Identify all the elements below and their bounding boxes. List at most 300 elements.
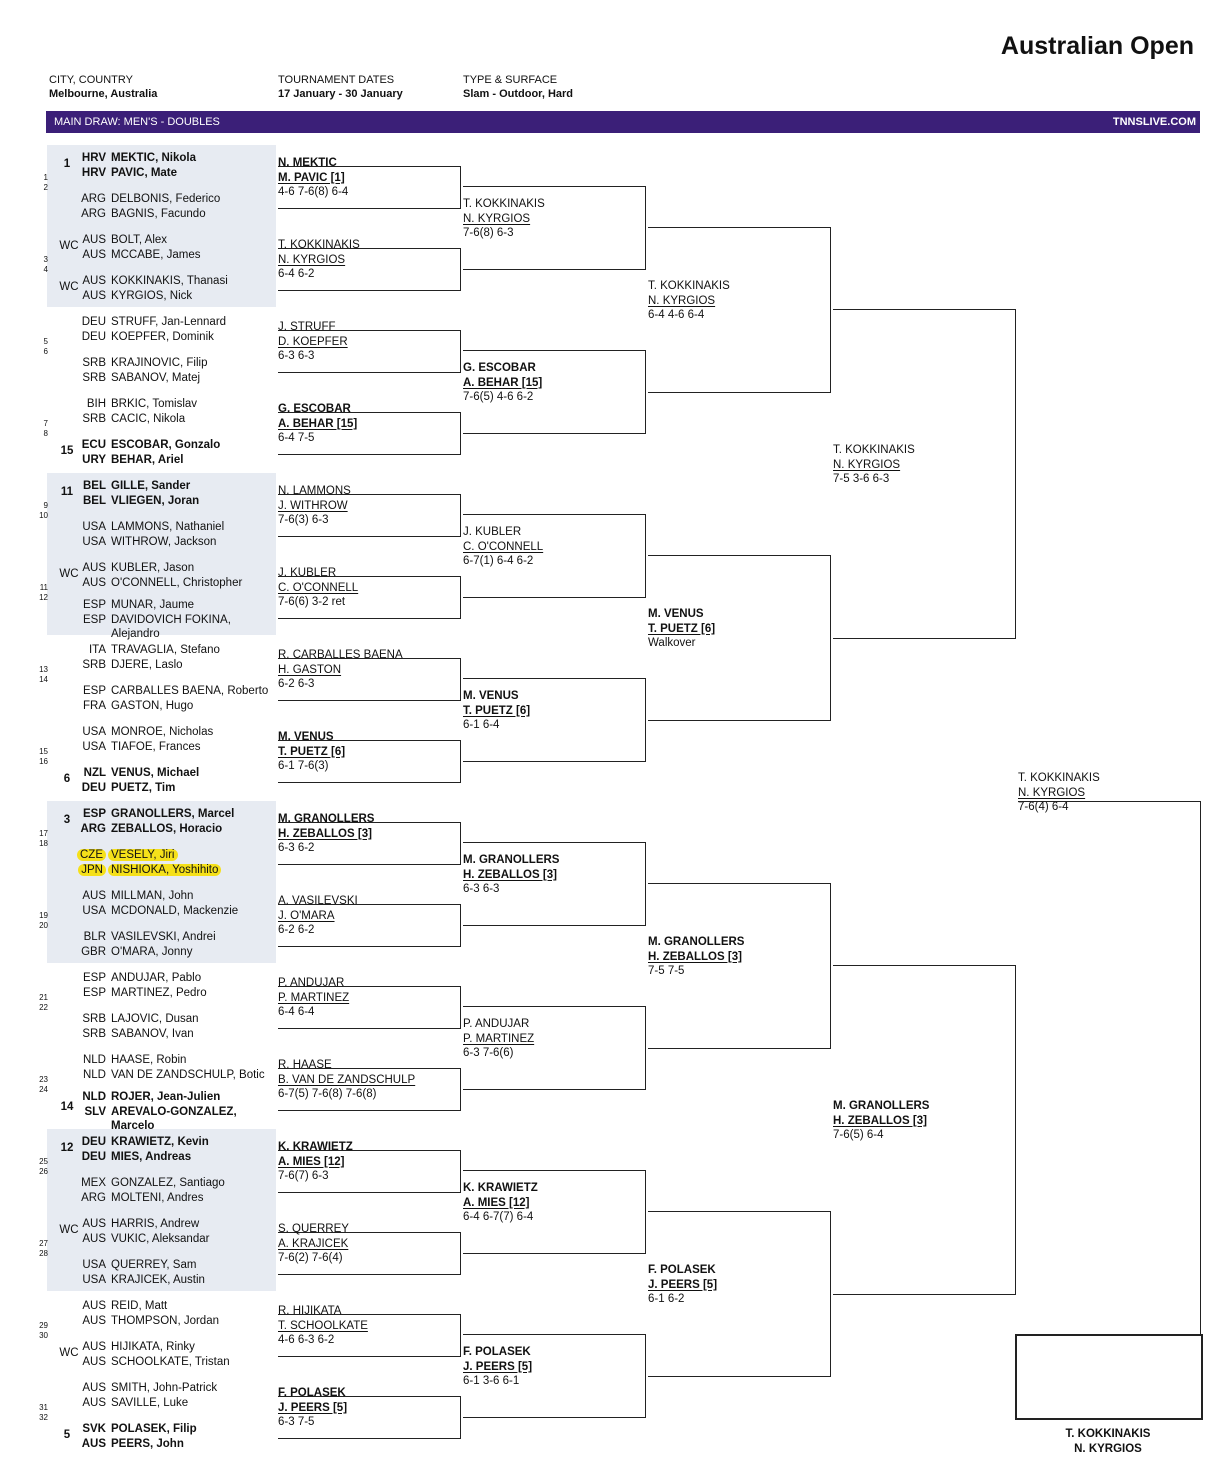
- player-name: [111, 1232, 209, 1247]
- player-name: [111, 1191, 203, 1206]
- country-code: AUS: [82, 1232, 106, 1245]
- winner-player-1: T. KOKKINAKIS: [1018, 772, 1100, 784]
- player-name: [111, 1053, 186, 1068]
- winner-player-1: M. GRANOLLERS: [833, 1100, 930, 1112]
- player-country: [80, 1191, 106, 1206]
- country-code: SRB: [82, 357, 106, 369]
- player-name: [111, 166, 177, 181]
- player-name-text: KOKKINAKIS, Thanasi: [111, 275, 228, 287]
- player-name-text: THOMPSON, Jordan: [111, 1314, 219, 1327]
- country-code: ESP: [82, 986, 106, 999]
- draw-position: 11: [39, 583, 48, 592]
- city-info: [49, 73, 157, 101]
- country-code: HRV: [81, 166, 106, 179]
- match-score: 6-2 6-3: [278, 678, 315, 690]
- player-country: [80, 848, 106, 863]
- winner-player-2: A. BEHAR [15]: [278, 417, 358, 430]
- player-name: [111, 371, 200, 386]
- draw-position: 27: [39, 1239, 48, 1248]
- player-name-text: KUBLER, Jason: [111, 562, 195, 574]
- player-name: [111, 1090, 220, 1105]
- player-name-text: MARTINEZ, Pedro: [111, 986, 207, 999]
- player-country: [80, 971, 106, 986]
- match-result: [278, 320, 348, 364]
- country-code: ARG: [81, 193, 106, 205]
- player-country: [80, 930, 106, 945]
- player-name: [111, 1150, 191, 1165]
- winner-player-2: T. PUETZ [6]: [278, 745, 346, 758]
- player-country: [80, 315, 106, 330]
- final-underline: [1018, 801, 1200, 802]
- match-result: [463, 1345, 532, 1389]
- draw-position: 1: [43, 173, 48, 182]
- draw-position: 7: [43, 419, 48, 428]
- match-score: 4-6 6-3 6-2: [278, 1334, 335, 1346]
- player-country: [80, 561, 106, 576]
- match-result: [278, 1140, 353, 1184]
- player-name: [111, 1340, 195, 1355]
- player-name-text: VLIEGEN, Joran: [111, 494, 200, 507]
- player-country: [80, 781, 106, 796]
- country-code: USA: [82, 1273, 106, 1286]
- country-code: AUS: [82, 289, 106, 302]
- country-code: AUS: [82, 248, 106, 261]
- player-name: [111, 315, 226, 330]
- winner-player-2: N. KYRGIOS: [1018, 786, 1086, 799]
- player-name-text: TIAFOE, Frances: [111, 740, 201, 753]
- player-name: [111, 274, 228, 289]
- winner-player-1: F. POLASEK: [648, 1264, 716, 1276]
- winner-player-2: N. KYRGIOS: [648, 294, 716, 307]
- match-result: [278, 402, 357, 446]
- draw-position: 17: [39, 829, 48, 838]
- player-country: [80, 1176, 106, 1191]
- player-name: [111, 1355, 230, 1370]
- country-code: DEU: [81, 1136, 106, 1148]
- country-code: USA: [82, 726, 106, 738]
- player-name-text: GRANOLLERS, Marcel: [111, 808, 235, 820]
- match-score: 6-3 7-5: [278, 1416, 315, 1428]
- winner-player-1: K. KRAWIETZ: [278, 1141, 353, 1153]
- winner-player-2: N. KYRGIOS: [278, 253, 346, 266]
- country-code: SRB: [82, 658, 106, 671]
- player-name-text: SABANOV, Ivan: [111, 1027, 194, 1040]
- winner-player-2: T. PUETZ [6]: [463, 704, 531, 717]
- country-code: NLD: [82, 1054, 106, 1066]
- player-name-text: TRAVAGLIA, Stefano: [111, 644, 220, 656]
- player-name: [111, 151, 196, 166]
- draw-position: 6: [43, 347, 48, 356]
- country-code: AUS: [82, 1314, 106, 1327]
- dates-label: TOURNAMENT DATES: [278, 74, 395, 86]
- country-code: ESP: [82, 808, 106, 820]
- match-score: 6-7(5) 7-6(8) 7-6(8): [278, 1088, 377, 1100]
- player-name-text: ROJER, Jean-Julien: [111, 1091, 221, 1103]
- seed-number: 14: [60, 1101, 74, 1113]
- match-score: 6-1 6-2: [648, 1293, 685, 1305]
- winner-player-2: H. ZEBALLOS [3]: [648, 950, 742, 963]
- winner-player-2: A. BEHAR [15]: [463, 376, 543, 389]
- player-name: [111, 1437, 184, 1452]
- country-code: SLV: [84, 1105, 106, 1118]
- country-code: AUS: [81, 1437, 106, 1450]
- player-name: [111, 1396, 188, 1411]
- country-code: DEU: [81, 781, 106, 794]
- match-score: 6-1 7-6(3): [278, 760, 329, 772]
- player-name-text: MONROE, Nicholas: [111, 726, 214, 738]
- match-result: [278, 1058, 415, 1102]
- country-code: USA: [82, 521, 106, 533]
- player-country: [80, 1340, 106, 1355]
- player-name: [111, 535, 216, 550]
- player-name-text: DAVIDOVICH FOKINA, Alejandro: [111, 613, 231, 640]
- match-score: 6-4 6-2: [278, 268, 315, 280]
- player-country: [80, 166, 106, 181]
- winner-player-1: N. LAMMONS: [278, 485, 351, 497]
- match-result: [278, 1386, 347, 1430]
- winner-player-1: J. KUBLER: [463, 526, 522, 538]
- seed-number: 1: [63, 158, 71, 170]
- player-name: [111, 1105, 261, 1134]
- match-score: 6-3 6-2: [278, 842, 315, 854]
- player-name-text: CARBALLES BAENA, Roberto: [111, 685, 269, 697]
- player-name-text: PAVIC, Mate: [111, 166, 178, 179]
- player-country: [80, 520, 106, 535]
- player-country: [80, 479, 106, 494]
- player-name: [111, 494, 199, 509]
- country-code: URY: [82, 453, 106, 466]
- player-country: [80, 1135, 106, 1150]
- player-name: [111, 412, 185, 427]
- player-country: [80, 248, 106, 263]
- draw-position: 24: [39, 1085, 48, 1094]
- match-result: [463, 853, 559, 897]
- player-name-text: KYRGIOS, Nick: [111, 289, 193, 302]
- player-name: [111, 945, 192, 960]
- draw-position: 28: [39, 1249, 48, 1258]
- winner-player-1: J. KUBLER: [278, 567, 337, 579]
- player-name-text: GILLE, Sander: [111, 480, 191, 492]
- draw-position: 21: [39, 993, 48, 1002]
- winner-player-2: J. PEERS [5]: [278, 1401, 348, 1414]
- player-country: [80, 412, 106, 427]
- country-code: AUS: [82, 1218, 106, 1230]
- draw-position: 30: [39, 1331, 48, 1340]
- player-country: [80, 1314, 106, 1329]
- player-country: [80, 766, 106, 781]
- match-score: 6-3 6-3: [278, 350, 315, 362]
- winner-player-1: P. ANDUJAR: [278, 977, 345, 989]
- match-result: [278, 894, 358, 938]
- player-name-text: PEERS, John: [111, 1437, 184, 1450]
- player-country: [80, 576, 106, 591]
- draw-position: 16: [39, 757, 48, 766]
- match-result: [648, 279, 730, 323]
- player-country: [80, 904, 106, 919]
- draw-position: 9: [43, 501, 48, 510]
- player-name-text: SAVILLE, Luke: [111, 1396, 189, 1409]
- country-code: MEX: [81, 1177, 106, 1189]
- country-code: SRB: [82, 1013, 106, 1025]
- player-name: [111, 1381, 217, 1396]
- match-score: 6-4 7-5: [278, 432, 315, 444]
- player-name: [111, 1176, 225, 1191]
- match-score: 7-6(7) 6-3: [278, 1170, 329, 1182]
- draw-position: 20: [39, 921, 48, 930]
- country-code: NLD: [82, 1068, 106, 1081]
- country-code: SRB: [82, 412, 106, 425]
- player-name: [111, 699, 193, 714]
- player-name-text: O'CONNELL, Christopher: [111, 576, 243, 589]
- player-name: [111, 930, 216, 945]
- player-country: [80, 1217, 106, 1232]
- match-score: 6-3 6-3: [463, 883, 500, 895]
- winner-player-1: J. STRUFF: [278, 321, 336, 333]
- winner-player-2: N. KYRGIOS: [833, 458, 901, 471]
- player-name-text: MIES, Andreas: [111, 1150, 192, 1163]
- player-name: [111, 613, 261, 642]
- match-result: [648, 607, 715, 651]
- match-score: 6-4 6-4: [278, 1006, 315, 1018]
- winner-player-1: M. VENUS: [463, 690, 519, 702]
- country-code: USA: [82, 740, 106, 753]
- player-name-text: WITHROW, Jackson: [111, 535, 217, 548]
- player-name: [111, 1068, 265, 1083]
- player-name-text: BOLT, Alex: [111, 234, 168, 246]
- player-name: [111, 576, 242, 591]
- player-country: [80, 1437, 106, 1452]
- player-name-text: ANDUJAR, Pablo: [111, 972, 202, 984]
- player-name: [111, 438, 220, 453]
- winner-player-2: B. VAN DE ZANDSCHULP: [278, 1073, 416, 1086]
- player-name: [111, 971, 201, 986]
- player-name-text: KRAWIETZ, Kevin: [111, 1136, 209, 1148]
- winner-player-2: T. PUETZ [6]: [648, 622, 716, 635]
- country-code: BLR: [83, 931, 106, 943]
- player-country: [80, 1396, 106, 1411]
- winner-player-2: H. GASTON: [278, 663, 342, 676]
- player-country: [80, 725, 106, 740]
- winner-player-1: F. POLASEK: [278, 1387, 346, 1399]
- player-name: [111, 248, 200, 263]
- player-country: [80, 945, 106, 960]
- player-name-text: CACIC, Nikola: [111, 412, 186, 425]
- winner-player-2: H. ZEBALLOS [3]: [278, 827, 372, 840]
- player-country: [80, 822, 106, 837]
- player-name-text: ZEBALLOS, Horacio: [111, 822, 223, 835]
- match-result: [648, 935, 744, 979]
- seed-number: 5: [63, 1429, 71, 1441]
- player-country: [80, 397, 106, 412]
- winner-player-1: T. KOKKINAKIS: [463, 198, 545, 210]
- country-code: ESP: [82, 972, 106, 984]
- winner-player-1: N. MEKTIC: [278, 157, 337, 169]
- player-name: [111, 1273, 205, 1288]
- country-code: AUS: [82, 576, 106, 589]
- country-code: BEL: [83, 480, 106, 492]
- winner-player-2: T. SCHOOLKATE: [278, 1319, 368, 1332]
- winner-player-2: J. O'MARA: [278, 909, 335, 922]
- draw-position: 5: [43, 337, 48, 346]
- final-line: [1200, 801, 1201, 1334]
- draw-position: 15: [39, 747, 48, 756]
- seed-number: 3: [63, 814, 71, 826]
- draw-position: 3: [43, 255, 48, 264]
- winner-player-1: M. GRANOLLERS: [648, 936, 745, 948]
- country-code: AUS: [82, 234, 106, 246]
- country-code: BIH: [86, 398, 106, 410]
- player-name-text: DJERE, Laslo: [111, 658, 183, 671]
- player-name: [111, 684, 268, 699]
- country-code: AUS: [82, 1396, 106, 1409]
- champion-player-1: T. KOKKINAKIS: [1065, 1428, 1151, 1440]
- player-name: [111, 356, 208, 371]
- match-result: [278, 1222, 349, 1266]
- player-name-text: VUKIC, Aleksandar: [111, 1232, 210, 1245]
- winner-player-2: M. PAVIC [1]: [278, 171, 345, 184]
- player-name: [111, 1135, 209, 1150]
- player-name-text: MUNAR, Jaume: [111, 599, 195, 611]
- player-name-text: LAMMONS, Nathaniel: [111, 521, 225, 533]
- winner-player-2: C. O'CONNELL: [278, 581, 359, 594]
- player-name: [111, 781, 175, 796]
- player-name: [111, 453, 183, 468]
- player-name-text: KRAJICEK, Austin: [111, 1273, 205, 1286]
- player-country: [80, 1422, 106, 1437]
- winner-player-1: M. VENUS: [648, 608, 704, 620]
- dates-value: 17 January - 30 January: [278, 88, 403, 100]
- player-country: [80, 1068, 106, 1083]
- match-result: [278, 1304, 368, 1348]
- country-code: FRA: [83, 699, 106, 712]
- draw-position: 22: [39, 1003, 48, 1012]
- match-score: 6-4 6-7(7) 6-4: [463, 1211, 534, 1223]
- draw-position: 19: [39, 911, 48, 920]
- player-name: [111, 598, 194, 613]
- match-score: 7-6(4) 6-4: [1018, 801, 1069, 813]
- player-name: [111, 207, 206, 222]
- winner-player-2: J. WITHROW: [278, 499, 348, 512]
- country-code: HRV: [81, 152, 106, 164]
- country-code: SRB: [82, 371, 106, 384]
- country-code: DEU: [81, 316, 106, 328]
- player-country: [80, 192, 106, 207]
- winner-player-1: M. VENUS: [278, 731, 334, 743]
- player-country: [80, 233, 106, 248]
- country-code: DEU: [81, 1150, 106, 1163]
- player-country: [80, 643, 106, 658]
- player-country: [80, 207, 106, 222]
- winner-player-1: R. HAASE: [278, 1059, 332, 1071]
- site-link[interactable]: TNNSLIVE.COM: [1112, 116, 1196, 128]
- player-country: [80, 356, 106, 371]
- player-country: [80, 1027, 106, 1042]
- player-name: [111, 904, 238, 919]
- type-label: TYPE & SURFACE: [463, 74, 558, 86]
- player-name-text: SMITH, John-Patrick: [111, 1382, 218, 1394]
- player-name-text: SCHOOLKATE, Tristan: [111, 1355, 230, 1368]
- player-country: [80, 658, 106, 673]
- match-score: 7-6(8) 6-3: [463, 227, 514, 239]
- country-code: BEL: [83, 494, 106, 507]
- city-label: CITY, COUNTRY: [49, 74, 133, 86]
- match-score: 6-4 4-6 6-4: [648, 309, 705, 321]
- winner-player-1: M. GRANOLLERS: [278, 813, 375, 825]
- player-name-text: HARRIS, Andrew: [111, 1218, 200, 1230]
- player-name-text: KOEPFER, Dominik: [111, 330, 214, 343]
- player-name-text: MILLMAN, John: [111, 890, 194, 902]
- match-result: [463, 689, 530, 733]
- match-score: 4-6 7-6(8) 6-4: [278, 186, 349, 198]
- winner-player-1: M. GRANOLLERS: [463, 854, 560, 866]
- winner-player-2: J. PEERS [5]: [648, 1278, 718, 1291]
- player-name-text: MEKTIC, Nikola: [111, 152, 196, 164]
- winner-player-2: P. MARTINEZ: [463, 1032, 535, 1045]
- player-name-text: QUERREY, Sam: [111, 1259, 197, 1271]
- player-name: [111, 1422, 197, 1437]
- winner-player-2: A. MIES [12]: [463, 1196, 530, 1209]
- match-result: [833, 1099, 929, 1143]
- match-result: [278, 648, 403, 692]
- player-country: [80, 151, 106, 166]
- player-name: [111, 643, 220, 658]
- player-country: [80, 699, 106, 714]
- country-code: NLD: [82, 1091, 106, 1103]
- winner-player-1: S. QUERREY: [278, 1223, 349, 1235]
- match-score: 7-6(5) 4-6 6-2: [463, 391, 534, 403]
- match-result: [1018, 771, 1100, 815]
- country-code: ARG: [81, 207, 106, 220]
- seed-number: 11: [60, 486, 74, 498]
- match-score: 7-6(2) 7-6(4): [278, 1252, 343, 1264]
- draw-position: 14: [39, 675, 48, 684]
- match-result: [278, 976, 349, 1020]
- country-code: NZL: [83, 767, 106, 779]
- player-name: [111, 863, 221, 878]
- country-code: JPN: [78, 864, 106, 876]
- draw-position: 13: [39, 665, 48, 674]
- winner-player-1: R. HIJIKATA: [278, 1305, 342, 1317]
- match-result: [463, 197, 545, 241]
- player-name: [111, 1299, 167, 1314]
- player-name-text: O'MARA, Jonny: [111, 945, 193, 958]
- winner-player-2: A. KRAJICEK: [278, 1237, 349, 1250]
- match-score: 6-7(1) 6-4 6-2: [463, 555, 534, 567]
- match-score: 6-2 6-2: [278, 924, 315, 936]
- draw-banner: [46, 111, 1200, 133]
- winner-player-1: R. CARBALLES BAENA: [278, 649, 403, 661]
- country-code: ARG: [81, 1191, 106, 1204]
- winner-player-2: N. KYRGIOS: [463, 212, 531, 225]
- player-country: [80, 1090, 106, 1105]
- country-code: GBR: [81, 945, 106, 958]
- draw-position: 23: [39, 1075, 48, 1084]
- player-country: [80, 1355, 106, 1370]
- player-country: [80, 1150, 106, 1165]
- player-name-text: MCDONALD, Mackenzie: [111, 904, 239, 917]
- draw-position: 8: [43, 429, 48, 438]
- player-country: [80, 1105, 106, 1120]
- match-score: 7-5 7-5: [648, 965, 685, 977]
- player-name-text: MCCABE, James: [111, 248, 201, 261]
- draw-position: 29: [39, 1321, 48, 1330]
- player-country: [80, 598, 106, 613]
- player-country: [80, 889, 106, 904]
- winner-player-2: J. PEERS [5]: [463, 1360, 533, 1373]
- country-code: AUS: [82, 275, 106, 287]
- player-country: [80, 438, 106, 453]
- dates-info: [278, 73, 403, 101]
